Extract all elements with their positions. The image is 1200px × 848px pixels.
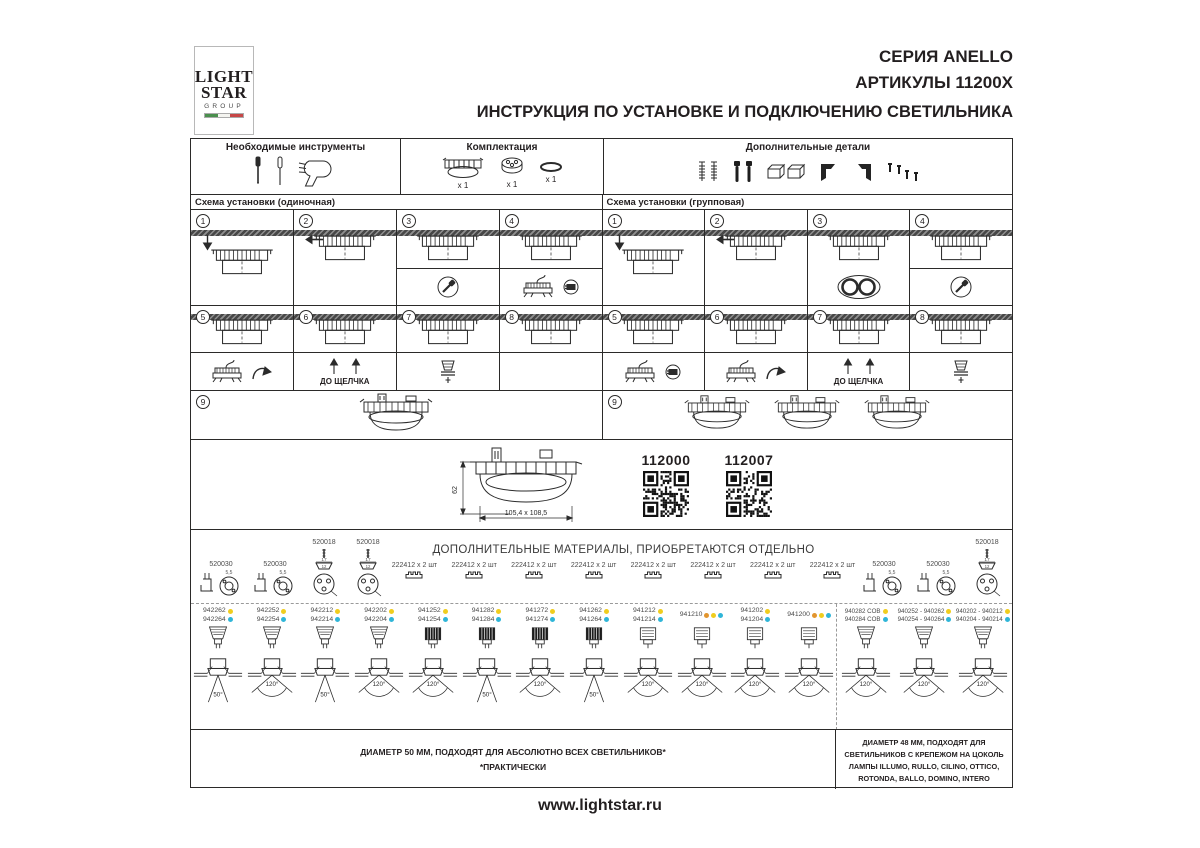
- installation-step-group-6: [704, 306, 807, 390]
- svg-text:12: 12: [984, 564, 990, 569]
- terminal-connector-icon: [703, 570, 723, 580]
- terminal-connector-icon: [524, 570, 544, 580]
- connector-222412: [750, 562, 795, 580]
- module-code: 942212: [311, 607, 341, 615]
- module-code: 941204: [741, 616, 771, 624]
- color-variant-dot: [718, 613, 723, 618]
- lightstar-logo: [194, 46, 254, 135]
- mr16-lamp-icon: [255, 624, 289, 652]
- logo-word-light: LIGHT: [194, 66, 254, 86]
- accessory-520018: [968, 539, 1006, 599]
- tools-section: [191, 139, 401, 194]
- driver-box-icon: [521, 275, 555, 299]
- kit-count: x 1: [545, 175, 557, 184]
- screwdriver-icon: [949, 275, 973, 299]
- step-number-badge: 1: [196, 214, 210, 228]
- note-left-line1: ДИАМЕТР 50 ММ, ПОДХОДЯТ ДЛЯ АБСОЛЮТНО ВСЕХ СВЕТИЛЬНИКОВ*: [360, 747, 666, 757]
- installation-step-single-1: [191, 210, 293, 305]
- lamp-module-940202: [954, 604, 1012, 730]
- led-module-icon: [792, 624, 826, 652]
- lamp-module-941210: [675, 604, 729, 730]
- color-variant-dot: [946, 609, 951, 614]
- step-number-badge: 8: [505, 310, 519, 324]
- step-number-badge: 9: [196, 395, 210, 409]
- left-arrow-icon: [304, 234, 324, 245]
- svg-text:120°: 120°: [976, 680, 990, 688]
- color-variant-dot: [389, 617, 394, 622]
- color-variant-dot: [704, 613, 709, 618]
- connector-222412: [690, 562, 735, 580]
- extra-parts-header: Дополнительные детали: [745, 142, 871, 153]
- terminal-connector-icon: [763, 570, 783, 580]
- lamp-module-941212: [621, 604, 675, 730]
- screwdriver-tool-icon: [253, 156, 263, 188]
- module-code: 941210: [680, 611, 724, 619]
- driver-box-icon: [623, 360, 657, 384]
- recessed-section-drawing: [783, 652, 835, 708]
- materials-title: ДОПОЛНИТЕЛЬНЫЕ МАТЕРИАЛЫ, ПРИОБРЕТАЮТСЯ ОТДЕЛЬНО: [432, 544, 815, 556]
- module-code: 942252: [257, 607, 287, 615]
- svg-text:120°: 120°: [641, 680, 655, 688]
- installation-step-group-3: [807, 210, 910, 305]
- accessory-code: 520030: [926, 561, 950, 568]
- connector-label: 222412 x 2 шт: [451, 562, 497, 569]
- svg-text:120°: 120°: [802, 680, 816, 688]
- module-code: 941254: [418, 616, 448, 624]
- logo-word-star: STAR: [200, 82, 248, 102]
- mount-clip-icon: [197, 569, 245, 599]
- recessed-section-drawing: [729, 652, 781, 708]
- connector-label: 222412 x 2 шт: [809, 562, 856, 569]
- o-ring-icon: [538, 160, 564, 174]
- color-variant-dot: [335, 617, 340, 622]
- recessed-section-drawing: [461, 652, 513, 708]
- article-block-112007: [725, 452, 774, 517]
- scheme-single-header: Схема установки (одиночная): [191, 195, 602, 210]
- plug-icon: [561, 279, 581, 295]
- terminal-connector-icon: [464, 570, 484, 580]
- led-module-icon: [631, 624, 665, 652]
- color-variant-dot: [765, 617, 770, 622]
- color-variant-dot: [604, 609, 609, 614]
- recessed-section-drawing: [407, 652, 459, 708]
- installation-step-single-4: [499, 210, 602, 305]
- svg-text:120°: 120°: [749, 680, 762, 688]
- mr16-lamp-icon: [201, 624, 235, 652]
- down-arrow-icon: [613, 234, 626, 256]
- module-code: 940252 - 940262: [898, 608, 952, 616]
- module-code: 941202: [741, 607, 771, 615]
- article-block-112000: [642, 452, 691, 517]
- connector-222412: [392, 562, 437, 580]
- bolts-icon: [732, 159, 754, 185]
- svg-text:120°: 120°: [265, 680, 278, 688]
- installation-step-single-3: [396, 210, 499, 305]
- connector-222412: [631, 562, 676, 580]
- installation-step-single-7: [396, 306, 499, 390]
- installation-step-group-4: [909, 210, 1012, 305]
- header-series-block: [855, 44, 1013, 95]
- lamp-modules-row: [191, 603, 1012, 730]
- installation-step-single-9: [191, 390, 602, 439]
- up-arrows-icon: [324, 357, 366, 375]
- lamp-module-942212: [299, 604, 353, 730]
- installation-step-single-6: [293, 306, 396, 390]
- installation-step-single-5: [191, 306, 293, 390]
- scheme-group: [602, 195, 1013, 439]
- hook-arrow-icon: [764, 362, 788, 382]
- color-variant-dot: [883, 617, 888, 622]
- lamp-module-941282: [460, 604, 514, 730]
- mount-plate-icon: [305, 547, 343, 599]
- color-variant-dot: [711, 613, 716, 618]
- led-module-dark-icon: [470, 624, 504, 652]
- svg-text:17: 17: [321, 558, 327, 563]
- up-arrows-icon: [838, 357, 880, 375]
- color-variant-dot: [765, 609, 770, 614]
- qr-code-112007: [726, 471, 772, 517]
- color-variant-dot: [496, 609, 501, 614]
- installation-step-group-5: [603, 306, 705, 390]
- connector-label: 222412 x 2 шт: [391, 562, 438, 569]
- svg-text:120°: 120°: [534, 680, 547, 688]
- mount-clip-icon: [251, 569, 299, 599]
- mr16-lamp-icon: [362, 624, 396, 652]
- accessory-520030: [914, 561, 962, 599]
- module-code: 941272: [526, 607, 556, 615]
- kit-count: x 1: [506, 180, 518, 189]
- extra-parts-section: [604, 139, 1012, 194]
- color-variant-dot: [443, 609, 448, 614]
- mount-clip-icon: [860, 569, 908, 599]
- lamp-module-941262: [567, 604, 621, 730]
- module-code: 942214: [311, 616, 341, 624]
- connector-label: 222412 x 2 шт: [570, 562, 617, 569]
- ring-housing-icon: [440, 155, 486, 180]
- recessed-section-drawing: [192, 652, 244, 708]
- color-variant-dot: [883, 609, 888, 614]
- italian-flag-icon: [204, 113, 244, 118]
- mr16-lamp-icon: [966, 624, 1000, 652]
- led-module-icon: [685, 624, 719, 652]
- accessory-520030: [860, 561, 908, 599]
- mount-plate-icon: [349, 547, 387, 599]
- dimension-drawing: [430, 444, 608, 526]
- step-number-badge: 3: [813, 214, 827, 228]
- module-code: 941282: [472, 607, 502, 615]
- module-code: 941262: [579, 607, 609, 615]
- svg-text:5,5: 5,5: [225, 570, 233, 576]
- article-code: 112000: [641, 452, 691, 468]
- terminal-connector-icon: [643, 570, 663, 580]
- color-variant-dot: [946, 617, 951, 622]
- module-code: 941214: [633, 616, 663, 624]
- color-variant-dot: [658, 617, 663, 622]
- screws-icon: [696, 159, 720, 185]
- step-caption: ДО ЩЕЛЧКА: [833, 377, 884, 386]
- heat-gun-icon: [297, 156, 339, 188]
- recessed-section-drawing: [353, 652, 405, 708]
- step-number-badge: 5: [196, 310, 210, 324]
- kit-item-o-ring: [538, 160, 564, 184]
- step-number-badge: 2: [299, 214, 313, 228]
- installation-step-group-8: [909, 306, 1012, 390]
- accessory-520030: [251, 561, 299, 599]
- step-number-badge: 3: [402, 214, 416, 228]
- installation-step-single-2: [293, 210, 396, 305]
- scheme-group-header: Схема установки (групповая): [603, 195, 1013, 210]
- lamp-module-942262: [191, 604, 245, 730]
- color-variant-dot: [335, 609, 340, 614]
- installation-schemes: [191, 195, 1012, 439]
- accessory-code: 520018: [312, 539, 336, 546]
- article-code: 112007: [724, 452, 774, 468]
- step-number-badge: 6: [299, 310, 313, 324]
- step-number-badge: 7: [813, 310, 827, 324]
- mr16-lamp-icon: [308, 624, 342, 652]
- lamp-plus-icon: [436, 359, 460, 385]
- svg-text:5,5: 5,5: [888, 570, 896, 576]
- module-code: 942254: [257, 616, 287, 624]
- scheme-single: [191, 195, 602, 439]
- dim-height: 62: [451, 485, 459, 494]
- down-arrow-icon: [201, 234, 214, 256]
- svg-text:17: 17: [984, 558, 990, 563]
- color-variant-dot: [496, 617, 501, 622]
- qr-code-112000: [643, 471, 689, 517]
- module-code: 940284 COB: [845, 616, 888, 624]
- color-variant-dot: [389, 609, 394, 614]
- svg-text:50°: 50°: [481, 691, 492, 699]
- fixture-drawing: [500, 233, 602, 266]
- led-unit-icon: [498, 155, 526, 179]
- connector-222412: [810, 562, 855, 580]
- led-module-icon: [738, 624, 772, 652]
- accessory-code: 520030: [872, 561, 896, 568]
- color-variant-dot: [826, 613, 831, 618]
- angle-bracket-icon: [818, 161, 840, 183]
- kit-item-ring-housing: [440, 155, 486, 190]
- driver-box-icon: [724, 360, 758, 384]
- module-code: 942264: [203, 616, 233, 624]
- kit-header: Комплектация: [466, 142, 538, 153]
- module-code: 940202 - 940212: [956, 608, 1010, 616]
- module-code: 942204: [364, 616, 394, 624]
- lamp-module-941202: [729, 604, 783, 730]
- recessed-section-drawing: [676, 652, 728, 708]
- kit-section: [401, 139, 604, 194]
- step-caption: ДО ЩЕЛЧКА: [320, 377, 370, 386]
- module-code: 940204 - 940214: [956, 616, 1010, 624]
- svg-text:120°: 120°: [695, 680, 708, 688]
- color-variant-dot: [1005, 609, 1010, 614]
- mr16-lamp-icon: [849, 624, 883, 652]
- terminal-connector-icon: [584, 570, 604, 580]
- svg-text:120°: 120°: [372, 680, 386, 688]
- driver-box-icon: [210, 360, 244, 384]
- color-variant-dot: [550, 609, 555, 614]
- instruction-table: [190, 138, 1013, 788]
- additional-materials-section: [191, 529, 1012, 789]
- fixture-drawing: [397, 233, 499, 266]
- rings-icon: [836, 274, 882, 300]
- kit-item-led-unit: [498, 155, 526, 189]
- color-variant-dot: [819, 613, 824, 618]
- installation-step-group-1: [603, 210, 705, 305]
- step-number-badge: 6: [710, 310, 724, 324]
- installation-step-single-8: [499, 306, 602, 390]
- step-number-badge: 8: [915, 310, 929, 324]
- connector-label: 222412 x 2 шт: [630, 562, 677, 569]
- color-variant-dot: [812, 613, 817, 618]
- top-sections-row: [191, 139, 1012, 195]
- kit-count: x 1: [457, 180, 469, 190]
- lamp-module-940252: [895, 604, 953, 730]
- svg-text:50°: 50°: [320, 691, 331, 699]
- screwdriver-icon: [436, 275, 460, 299]
- recessed-section-drawing: [246, 652, 298, 708]
- svg-text:120°: 120°: [426, 680, 440, 688]
- note-diameter-50: [191, 729, 836, 789]
- fixture-drawing: [808, 233, 910, 266]
- step-number-badge: 1: [608, 214, 622, 228]
- accessory-code: 520030: [263, 561, 287, 568]
- accessory-code: 520018: [975, 539, 999, 546]
- fixture-drawing: [910, 233, 1012, 266]
- installation-step-group-2: [704, 210, 807, 305]
- website-url: www.lightstar.ru: [538, 797, 662, 814]
- dim-width: 105,4 x 108,5: [504, 509, 547, 517]
- recessed-section-drawing: [299, 652, 351, 708]
- step-number-badge: 5: [608, 310, 622, 324]
- small-screws-icon: [886, 161, 920, 183]
- note-left-line2: *ПРАКТИЧЕСКИ: [479, 762, 547, 773]
- recessed-section-drawing: [840, 652, 892, 708]
- step-number-badge: 4: [505, 214, 519, 228]
- svg-text:120°: 120°: [859, 680, 873, 688]
- connector-222412: [451, 562, 496, 580]
- step-number-badge: 7: [402, 310, 416, 324]
- svg-text:50°: 50°: [589, 691, 599, 699]
- product-info-row: [191, 439, 1012, 529]
- color-variant-dot: [1005, 617, 1010, 622]
- accessory-520030: [197, 561, 245, 599]
- connector-label: 222412 x 2 шт: [511, 562, 557, 569]
- module-code: 941284: [472, 616, 502, 624]
- terminal-connector-icon: [822, 570, 842, 580]
- connector-label: 222412 x 2 шт: [750, 562, 796, 569]
- accessory-code: 520030: [209, 561, 233, 568]
- svg-text:12: 12: [365, 564, 371, 569]
- recessed-section-drawing: [622, 652, 674, 708]
- lamp-module-941200: [782, 604, 836, 730]
- logo-word-group: GROUP: [204, 103, 244, 111]
- color-variant-dot: [281, 617, 286, 622]
- module-code: 942262: [203, 607, 233, 615]
- accessory-520018: [305, 539, 343, 599]
- module-code: 941274: [526, 616, 556, 624]
- mount-clip-icon: [914, 569, 962, 599]
- lamp-module-940282: [837, 604, 895, 730]
- module-code: 940282 COB: [845, 608, 888, 616]
- module-code: 941252: [418, 607, 448, 615]
- color-variant-dot: [281, 609, 286, 614]
- module-code: 941264: [579, 616, 609, 624]
- color-variant-dot: [443, 617, 448, 622]
- articles-title: АРТИКУЛЫ 11200X: [855, 72, 1013, 92]
- connector-label: 222412 x 2 шт: [690, 562, 736, 569]
- recessed-section-drawing: [898, 652, 950, 708]
- module-code: 941212: [633, 607, 663, 615]
- module-code: 942202: [364, 607, 394, 615]
- recessed-section-drawing: [568, 652, 620, 708]
- installation-step-group-9: [603, 390, 1013, 439]
- module-code: 940254 - 940264: [898, 616, 952, 624]
- step-number-badge: 4: [915, 214, 929, 228]
- svg-text:5,5: 5,5: [279, 570, 287, 576]
- color-variant-dot: [604, 617, 609, 622]
- svg-text:50°: 50°: [213, 691, 223, 699]
- lamp-module-942252: [245, 604, 299, 730]
- led-module-dark-icon: [523, 624, 557, 652]
- color-variant-dot: [228, 617, 233, 622]
- lamp-plus-icon: [949, 359, 973, 385]
- svg-text:5,5: 5,5: [942, 570, 950, 576]
- step-number-badge: 2: [710, 214, 724, 228]
- connector-222412: [571, 562, 616, 580]
- module-code: 941200: [787, 611, 831, 619]
- led-module-dark-icon: [577, 624, 611, 652]
- lamp-module-942202: [352, 604, 406, 730]
- left-arrow-icon: [715, 234, 735, 245]
- dowel-blocks-icon: [766, 160, 806, 184]
- plug-icon: [663, 364, 683, 380]
- series-title: СЕРИЯ ANELLO: [879, 47, 1013, 66]
- color-variant-dot: [228, 609, 233, 614]
- step-number-badge: 9: [608, 395, 622, 409]
- accessory-code: 520018: [356, 539, 380, 546]
- recessed-section-drawing: [514, 652, 566, 708]
- lamp-module-941272: [514, 604, 568, 730]
- terminal-connector-icon: [404, 570, 424, 580]
- recessed-section-drawing: [957, 652, 1009, 708]
- page-title: ИНСТРУКЦИЯ ПО УСТАНОВКЕ И ПОДКЛЮЧЕНИЮ СВЕТИЛЬНИКА: [476, 103, 1013, 121]
- svg-text:17: 17: [365, 558, 371, 563]
- hook-arrow-icon: [250, 362, 274, 382]
- color-variant-dot: [658, 609, 663, 614]
- installation-step-group-7: [807, 306, 910, 390]
- accessory-520018: [349, 539, 387, 599]
- connector-222412: [511, 562, 556, 580]
- led-module-dark-icon: [416, 624, 450, 652]
- tools-header: Необходимые инструменты: [225, 142, 366, 153]
- mr16-lamp-icon: [907, 624, 941, 652]
- awl-tool-icon: [275, 156, 285, 188]
- color-variant-dot: [550, 617, 555, 622]
- svg-text:12: 12: [321, 564, 327, 569]
- angle-bracket-icon: [852, 161, 874, 183]
- note-diameter-48: ДИАМЕТР 48 ММ, ПОДХОДЯТ ДЛЯ СВЕТИЛЬНИКОВ С КРЕПЕЖОМ НА ЦОКОЛЬ ЛАМПЫ ILLUMO, RULLO, CILINO, OTTICO, ROTONDA, BALLO, DOMINO, INTERO: [836, 729, 1012, 789]
- svg-text:120°: 120°: [918, 680, 931, 688]
- lamp-module-941252: [406, 604, 460, 730]
- mount-plate-icon: [968, 547, 1006, 599]
